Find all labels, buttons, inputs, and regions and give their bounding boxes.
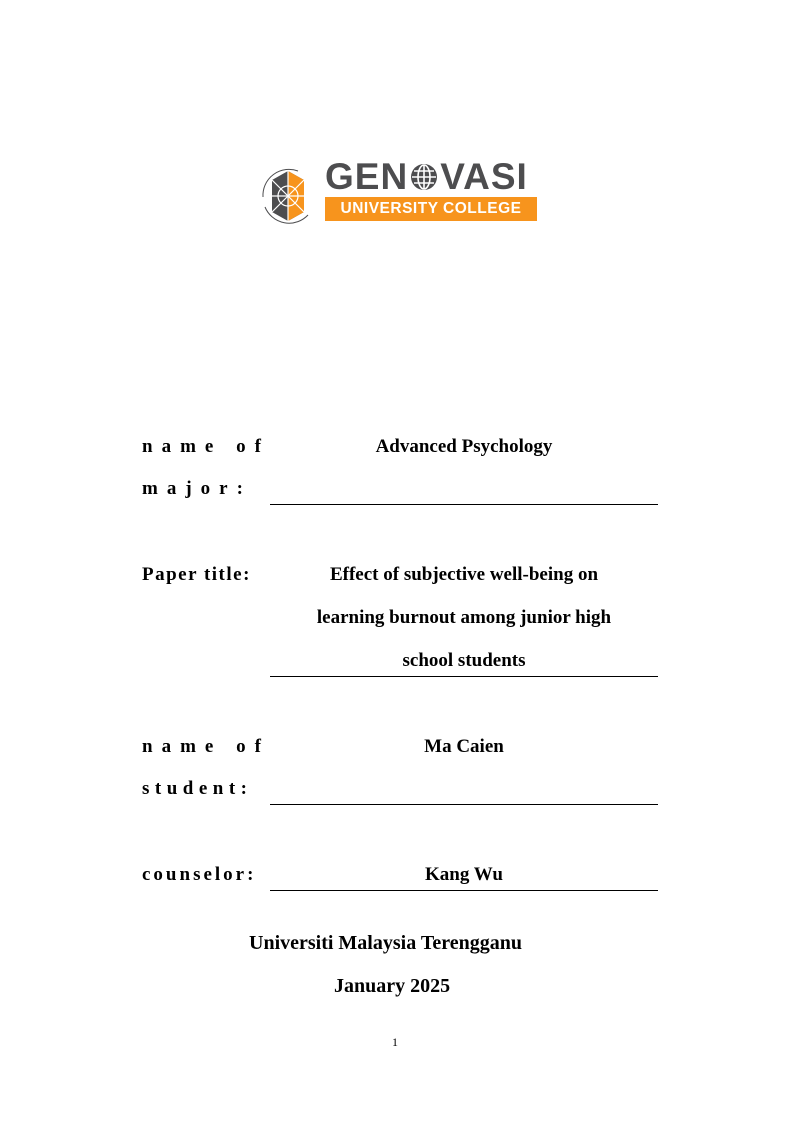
university-logo <box>253 155 543 230</box>
major-underline <box>270 504 658 505</box>
counselor-value: Kang Wu <box>425 864 503 885</box>
university-name: Universiti Malaysia Terengganu <box>249 932 522 954</box>
globe-icon <box>409 162 439 192</box>
brand-subtitle: UNIVERSITY COLLEGE <box>325 197 537 221</box>
date: January 2025 <box>334 975 451 997</box>
brand-name <box>325 157 528 197</box>
paper-title-line2: learning burnout among junior high <box>316 607 612 628</box>
major-label-line1: name of <box>142 436 270 457</box>
paper-title-underline <box>270 676 658 677</box>
student-value: Ma Caien <box>424 736 504 757</box>
brand-name-part2: VASI <box>440 156 528 197</box>
major-label-line2: major: <box>142 478 252 499</box>
counselor-label: counselor: <box>142 864 257 885</box>
student-underline <box>270 804 658 805</box>
major-value: Advanced Psychology <box>375 436 553 457</box>
counselor-underline <box>270 890 658 891</box>
paper-title-line1: Effect of subjective well-being on <box>329 564 599 585</box>
brand-name-part1: GEN <box>325 156 409 197</box>
student-label-line2: student: <box>142 778 253 799</box>
student-label-line1: name of <box>142 736 270 757</box>
seal-icon <box>253 155 323 230</box>
page-number: 1 <box>392 1035 398 1049</box>
paper-title-label: Paper title: <box>142 564 251 585</box>
paper-title-line3: school students <box>402 650 526 671</box>
